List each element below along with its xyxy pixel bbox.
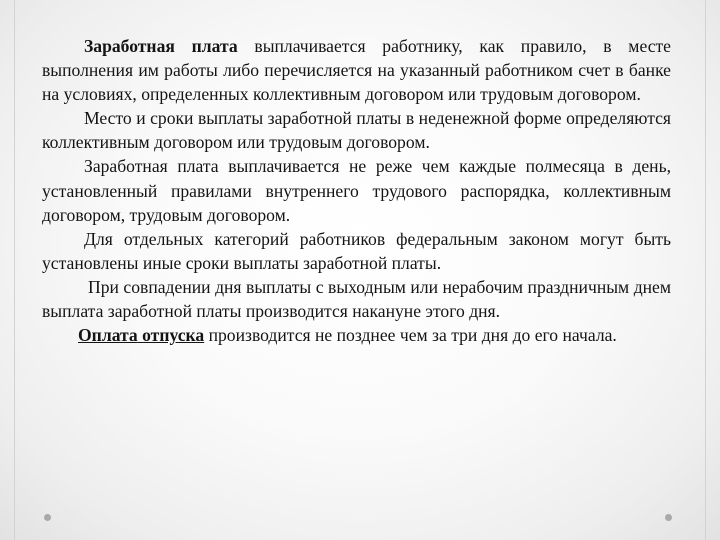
paragraph-5: При совпадении дня выплаты с выходным или нерабочим праздничным днем выплата заработной платы производится накануне этого дня. — [42, 276, 671, 322]
slide-right-border — [705, 0, 706, 540]
term-payment: Оплата — [78, 325, 138, 346]
slide-body-text — [42, 34, 671, 347]
corner-dot-left — [44, 514, 51, 521]
paragraph-1 — [42, 34, 671, 106]
paragraph-1-text: выплачивается работнику, как правило, в месте выполнения им работы либо перечисляется на указанный работником счет в банке на условиях, определенных коллективным договором или трудовым договором. — [42, 36, 671, 105]
paragraph-4: Для отдельных категорий работников федеральным законом могут быть установлены иные сроки выплаты заработной платы. — [42, 228, 671, 273]
paragraph-6-text: производится не позднее чем за три дня до его начала. — [204, 325, 617, 346]
term-wage: Заработная плата — [84, 36, 238, 56]
term-vacation: отпуска — [142, 325, 205, 346]
corner-dot-right — [665, 514, 672, 521]
paragraph-6 — [42, 323, 671, 347]
paragraph-3: Заработная плата выплачивается не реже чем каждые полмесяца в день, установленный правилами внутреннего трудового распорядка, коллективным договором, трудовым договором. — [42, 156, 671, 225]
slide-left-border — [14, 0, 15, 540]
paragraph-2: Место и сроки выплаты заработной платы в неденежной форме определяются коллективным договором или трудовым договором. — [42, 108, 671, 153]
